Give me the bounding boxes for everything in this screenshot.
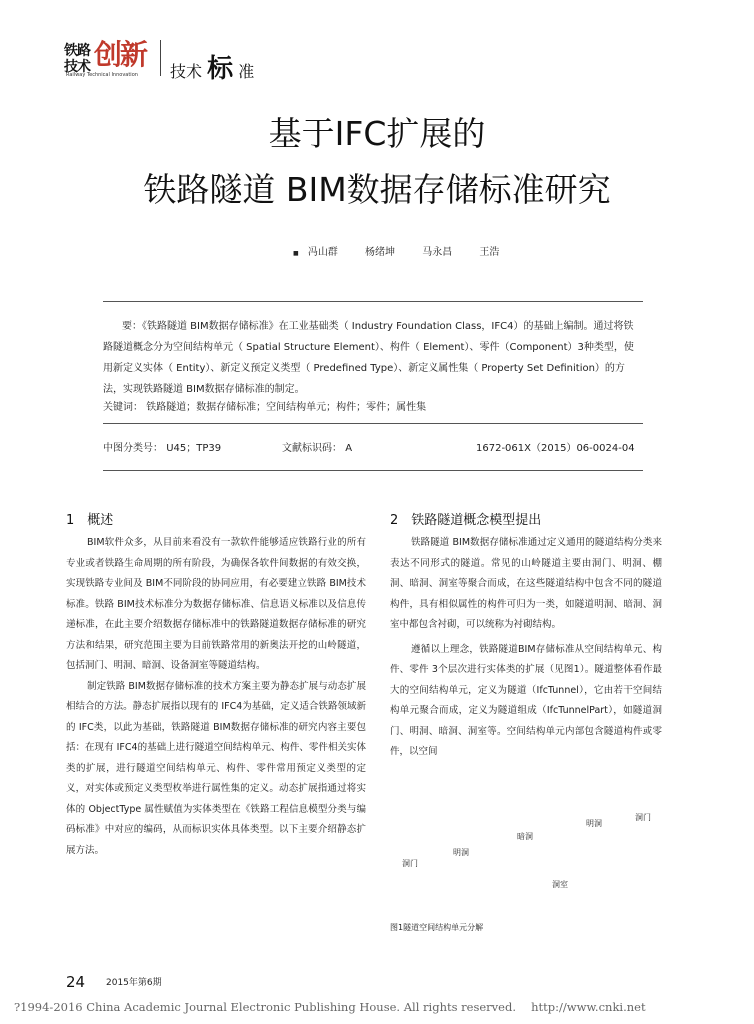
header-divider bbox=[160, 40, 161, 76]
author-name: 冯山群 bbox=[307, 247, 338, 258]
author-name: 杨绪坤 bbox=[365, 247, 396, 258]
section2-body bbox=[390, 533, 662, 763]
author-name: 王浩 bbox=[479, 247, 500, 258]
issue-label: 2015年第6期 bbox=[106, 978, 162, 988]
rule-bottom bbox=[103, 470, 643, 471]
section2-heading: 2 铁路隧道概念模型提出 bbox=[390, 513, 542, 528]
column-label bbox=[170, 48, 254, 85]
copyright-notice: ?1994-2016 China Academic Journal Electronic Publishing House. All rights reserved. http://www.cnki.net bbox=[14, 1000, 646, 1014]
logo-subtitle: Railway Technical Innovation bbox=[66, 72, 138, 78]
fig-label-chamber: 洞室 bbox=[552, 880, 568, 889]
paragraph: 制定铁路 BIM数据存储标准的技术方案主要为静态扩展与动态扩展相结合的方法。静态扩展指以现有的 IFC4为基础，定义适合铁路领域新的 IFC类，以此为基础，铁路隧道 BIM数据存储标准的研究内容主要包括：在现有 IFC4的基础上进行隧道空间结构单元、构件、零件相关实体类的扩展，进行隧道空间结构单元、构件、零件常用预定义类型的定义，对实体或预定义类型枚举进行属性集的定义。动态扩展指通过将实体的 ObjectType 属性赋值为实体类型在《铁路工程信息模型分类与编码标准》中对应的编码，从而标识实体具体类型。以下主要介绍静态扩展方法。 bbox=[66, 680, 366, 856]
author-name: 马永昌 bbox=[422, 247, 453, 258]
rule-top bbox=[103, 301, 643, 302]
rule-mid bbox=[103, 423, 643, 424]
author-mark: ■ bbox=[293, 250, 299, 257]
paragraph: 铁路隧道 BIM数据存储标准通过定义通用的隧道结构分类来表达不同形式的隧道。常见的山岭隧道主要由洞门、明洞、棚洞、暗洞、洞室等聚合而成，在这些隧道结构中包含不同的隧道构件，具有相似属性的构件可归为一类，如隧道明洞、暗洞、洞室中都包含衬砌，可以统称为衬砌结构。 bbox=[390, 537, 662, 630]
clc-value: U45；TP39 bbox=[166, 443, 222, 454]
column-suffix: 准 bbox=[238, 62, 255, 81]
figure1-caption: 图1隧道空间结构单元分解 bbox=[390, 923, 484, 932]
abstract bbox=[103, 316, 643, 400]
keywords-text: 铁路隧道；数据存储标准；空间结构单元；构件；零件；属性集 bbox=[146, 402, 427, 413]
abstract-label: 要： bbox=[122, 321, 142, 332]
clc-label: 中图分类号： bbox=[103, 443, 163, 454]
paragraph: 遵循以上理念，铁路隧道BIM存储标准从空间结构单元、构件、零件 3个层次进行实体类的扩展（见图1）。隧道整体看作最大的空间结构单元，定义为隧道（IfcTunnel），它由若干空间结构单元聚合而成，定义为隧道组成（IfcTunnelPart），如隧道洞门、明洞、暗洞、洞室等。空间结构单元内部包含隧道构件或零件，以空间 bbox=[390, 643, 662, 757]
title-line1: 基于IFC扩展的 bbox=[268, 114, 486, 153]
doc-code bbox=[282, 439, 352, 454]
section1-heading: 1 概述 bbox=[66, 513, 114, 528]
title-line2: 铁路隧道 BIM数据存储标准研究 bbox=[143, 170, 611, 209]
abstract-text: 《铁路隧道 BIM数据存储标准》在工业基础类（ Industry Foundation Class，IFC4）的基础上编制。通过将铁路隧道概念分为空间结构单元（ Spatial Structure Element）、构件（ Element）、零件（Component）3种类型，使用新定义实体（ Entity）、新定义预定义类型（ Predefined Type）、新定义属性集（ Property Set Definition）的方法，实现铁路隧道 BIM数据存储标准的制定。 bbox=[103, 321, 634, 395]
logo-line2: 技术 bbox=[64, 59, 90, 75]
logo-line1: 铁路 bbox=[64, 43, 90, 59]
doc-value: A bbox=[345, 443, 353, 454]
figure1 bbox=[390, 800, 662, 912]
section1-body bbox=[66, 533, 366, 861]
paragraph: BIM软件众多，从目前来看没有一款软件能够适应铁路行业的所有专业或者铁路生命周期的所有阶段，为确保各软件间数据的有效交换，实现铁路专业间及 BIM不同阶段的协同应用，有必要建立铁路 BIM技术标准。铁路 BIM技术标准分为数据存储标准、信息语义标准以及信息传递标准，在此主要介绍数据存储标准中的铁路隧道数据存储标准的研究方法和结果，研究范围主要为目前铁路常用的新奥法开挖的山岭隧道，包括洞门、明洞、暗洞、设备洞室等隧道结构。 bbox=[66, 537, 366, 671]
fig-label-open-cut-top: 明洞 bbox=[586, 819, 602, 828]
fig-label-portal-left: 洞门 bbox=[402, 859, 418, 868]
fig-label-open-cut-left: 明洞 bbox=[453, 848, 469, 857]
column-big: 标 bbox=[207, 54, 234, 84]
keywords-label: 关键词： bbox=[103, 402, 143, 413]
authors bbox=[293, 243, 523, 258]
logo-big-text: 创新 bbox=[94, 38, 147, 71]
page-number: 24 bbox=[66, 973, 86, 991]
doc-label: 文献标识码： bbox=[282, 443, 342, 454]
fig-label-portal-right: 洞门 bbox=[635, 813, 651, 822]
clc-info bbox=[103, 439, 221, 454]
column-prefix: 技术 bbox=[170, 62, 203, 81]
fig-label-dark-tunnel: 暗洞 bbox=[517, 832, 533, 841]
keywords bbox=[103, 398, 426, 413]
journal-logo bbox=[64, 40, 150, 80]
article-number: 1672-061X（2015）06-0024-04 bbox=[476, 443, 635, 454]
